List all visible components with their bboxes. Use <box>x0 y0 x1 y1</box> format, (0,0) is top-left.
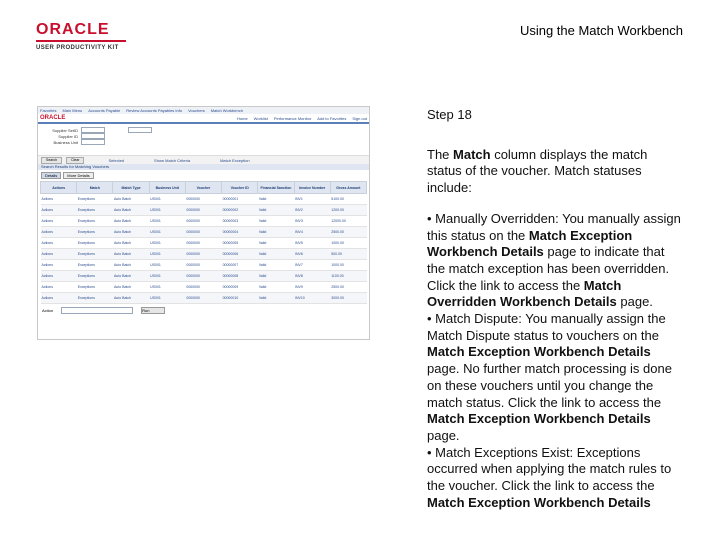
table-cell: INV5 <box>294 238 330 249</box>
application-screenshot <box>37 106 370 340</box>
logo-rule <box>36 40 126 42</box>
clear-button[interactable]: Clear <box>66 157 84 164</box>
worklist-link[interactable]: Worklist <box>253 115 268 121</box>
table-cell[interactable]: 00000007 <box>222 260 258 271</box>
table-cell[interactable]: Actions <box>41 227 77 238</box>
table-cell: Auto Batch <box>113 227 149 238</box>
performance-link[interactable]: Performance Monitor <box>273 115 312 121</box>
table-row <box>41 249 367 260</box>
table-cell: INV1 <box>294 194 330 205</box>
table-cell: 1100.00 <box>330 271 366 282</box>
unit-input[interactable] <box>128 127 152 133</box>
table-cell[interactable]: 00000001 <box>222 194 258 205</box>
table-cell: 12000.00 <box>330 216 366 227</box>
nav-link[interactable]: Match Workbench <box>210 108 243 113</box>
table-cell: US001 <box>149 271 185 282</box>
table-cell[interactable]: Actions <box>41 205 77 216</box>
table-cell: Valid <box>258 205 294 216</box>
page-title: Using the Match Workbench <box>519 23 683 38</box>
table-cell: 0000000 <box>185 216 221 227</box>
table-cell: 0000000 <box>185 271 221 282</box>
favorites-link[interactable]: Add to Favorites <box>317 115 347 121</box>
table-cell: INV7 <box>294 260 330 271</box>
search-criteria <box>38 124 369 155</box>
table-cell: INV8 <box>294 271 330 282</box>
table-cell[interactable]: Actions <box>41 238 77 249</box>
table-cell: 500.00 <box>330 249 366 260</box>
column-header: Gross Amount <box>330 182 366 194</box>
table-cell: Auto Batch <box>113 293 149 304</box>
column-header: Actions <box>41 182 77 194</box>
table-cell[interactable]: Exceptions <box>77 249 113 260</box>
results-body <box>41 194 367 304</box>
business-unit-input[interactable] <box>81 139 105 145</box>
table-cell: Auto Batch <box>113 205 149 216</box>
column-header: Voucher ID <box>222 182 258 194</box>
table-cell: 0000000 <box>185 249 221 260</box>
oracle-upk-logo <box>36 22 126 51</box>
table-cell: Valid <box>258 282 294 293</box>
table-cell: US001 <box>149 205 185 216</box>
table-cell: 1200.00 <box>330 205 366 216</box>
table-cell: INV4 <box>294 227 330 238</box>
signout-link[interactable]: Sign out <box>352 115 367 121</box>
table-cell[interactable]: 00000010 <box>222 293 258 304</box>
table-cell[interactable]: Exceptions <box>77 194 113 205</box>
table-cell: US001 <box>149 260 185 271</box>
tab-details[interactable]: Details <box>41 172 61 179</box>
table-cell: Auto Batch <box>113 249 149 260</box>
table-cell[interactable]: Exceptions <box>77 205 113 216</box>
table-cell: US001 <box>149 216 185 227</box>
table-cell: INV6 <box>294 249 330 260</box>
app-brand: ORACLE <box>40 115 66 121</box>
table-row <box>41 271 367 282</box>
column-header: Business Unit <box>149 182 185 194</box>
table-cell: INV9 <box>294 282 330 293</box>
table-cell: 0000000 <box>185 282 221 293</box>
table-cell: 2500.00 <box>330 282 366 293</box>
nav-link[interactable]: Main Menu <box>62 108 83 113</box>
top-links <box>237 116 367 121</box>
column-header[interactable]: Match <box>77 182 113 194</box>
bullet-manually-overridden: • Manually Overridden: You manually assign this status on the Match Exception Workbench Details page to indicate that the match exception has been overridden. Click the link to access the Match Overridden Workbench Details page. <box>427 210 681 310</box>
intro-paragraph: The Match column displays the match status of the voucher. Match statuses include: <box>427 146 648 196</box>
table-cell[interactable]: Exceptions <box>77 216 113 227</box>
table-row <box>41 227 367 238</box>
table-cell[interactable]: Exceptions <box>77 227 113 238</box>
table-cell: US001 <box>149 282 185 293</box>
column-header: Voucher <box>185 182 221 194</box>
results-tabs <box>38 170 369 181</box>
table-row <box>41 282 367 293</box>
table-cell: INV2 <box>294 205 330 216</box>
table-cell: 0000000 <box>185 293 221 304</box>
step-label: Step 18 <box>427 107 472 122</box>
table-cell: Auto Batch <box>113 260 149 271</box>
results-table <box>40 181 367 304</box>
table-cell: 1000.00 <box>330 260 366 271</box>
table-cell: Auto Batch <box>113 216 149 227</box>
action-select[interactable] <box>61 307 133 314</box>
column-header: Match Type <box>113 182 149 194</box>
table-cell: Auto Batch <box>113 271 149 282</box>
bullet-match-exceptions: • Match Exceptions Exist: Exceptions occurred when applying the match rules to the voucher. Click the link to access the Match Exception Workbench Details <box>427 444 672 510</box>
table-cell: US001 <box>149 249 185 260</box>
table-cell[interactable]: 00000002 <box>222 205 258 216</box>
table-cell: 0000000 <box>185 260 221 271</box>
table-cell: 0000000 <box>185 238 221 249</box>
table-cell: US001 <box>149 238 185 249</box>
table-cell[interactable]: 00000008 <box>222 271 258 282</box>
table-cell: 5100.00 <box>330 194 366 205</box>
table-cell[interactable]: 00000004 <box>222 227 258 238</box>
table-cell[interactable]: 00000009 <box>222 282 258 293</box>
table-cell[interactable]: Exceptions <box>77 293 113 304</box>
table-cell: Valid <box>258 293 294 304</box>
field-label: Supplier ID <box>58 133 78 139</box>
table-cell: 0000000 <box>185 194 221 205</box>
search-options <box>108 158 249 163</box>
table-cell: Valid <box>258 271 294 282</box>
table-row <box>41 216 367 227</box>
option-selected[interactable]: Selected <box>108 157 125 163</box>
table-cell[interactable]: Actions <box>41 271 77 282</box>
table-cell: 0000000 <box>185 227 221 238</box>
table-row <box>41 205 367 216</box>
table-cell[interactable]: Actions <box>41 216 77 227</box>
column-header: Invoice Number <box>294 182 330 194</box>
run-button[interactable]: Run <box>141 307 165 314</box>
nav-link[interactable]: Review Accounts Payables Info <box>126 108 183 113</box>
table-cell: 0000000 <box>185 205 221 216</box>
table-cell: Auto Batch <box>113 282 149 293</box>
table-cell: Valid <box>258 227 294 238</box>
search-button[interactable]: Search <box>41 157 62 164</box>
bullet-match-dispute: • Match Dispute: You manually assign the Match Dispute status to vouchers on the Match Exception Workbench Details page. No further match processing is done on these vouchers until you change the match status. Click the link to access the Match Exception Workbench Details page. <box>427 311 672 443</box>
table-cell: 3000.00 <box>330 293 366 304</box>
table-row <box>41 260 367 271</box>
table-cell[interactable]: Exceptions <box>77 271 113 282</box>
table-row <box>41 293 367 304</box>
table-cell[interactable]: Exceptions <box>77 238 113 249</box>
table-cell[interactable]: 00000005 <box>222 238 258 249</box>
tab-more-details[interactable]: More Details <box>63 172 93 179</box>
table-cell[interactable]: Actions <box>41 249 77 260</box>
option-match-exception[interactable]: Match Exception <box>220 157 250 163</box>
option-match-criteria[interactable]: Show Match Criteria <box>154 157 191 163</box>
table-cell: INV10 <box>294 293 330 304</box>
table-cell: US001 <box>149 227 185 238</box>
nav-link[interactable]: Favorites <box>40 108 57 113</box>
table-cell[interactable]: 00000003 <box>222 216 258 227</box>
step-text <box>427 107 685 511</box>
table-cell[interactable]: 00000006 <box>222 249 258 260</box>
table-cell: Valid <box>258 194 294 205</box>
results-heading: Search Results for Matching Vouchers <box>38 164 369 170</box>
field-label: Business Unit <box>53 139 78 145</box>
table-cell: INV3 <box>294 216 330 227</box>
table-cell: Auto Batch <box>113 194 149 205</box>
breadcrumb <box>38 107 369 114</box>
table-cell[interactable]: Actions <box>41 260 77 271</box>
nav-link[interactable]: Vouchers <box>188 108 205 113</box>
results-footer <box>38 304 369 317</box>
table-cell: US001 <box>149 293 185 304</box>
table-row <box>41 194 367 205</box>
table-cell[interactable]: Actions <box>41 194 77 205</box>
table-cell: 1000.00 <box>330 238 366 249</box>
table-cell[interactable]: Actions <box>41 293 77 304</box>
table-row <box>41 238 367 249</box>
table-cell: Valid <box>258 216 294 227</box>
nav-link[interactable]: Accounts Payable <box>88 108 121 113</box>
table-cell: Valid <box>258 238 294 249</box>
home-link[interactable]: Home <box>237 115 248 121</box>
table-cell: Valid <box>258 249 294 260</box>
table-cell: Valid <box>258 260 294 271</box>
search-toolbar <box>38 155 369 164</box>
table-cell: US001 <box>149 194 185 205</box>
table-cell[interactable]: Exceptions <box>77 282 113 293</box>
logo-word: ORACLE <box>36 21 110 38</box>
field-label: Supplier SetID <box>52 127 78 133</box>
action-label: Action <box>42 308 54 313</box>
table-cell[interactable]: Exceptions <box>77 260 113 271</box>
table-cell: Auto Batch <box>113 238 149 249</box>
table-cell: 2500.00 <box>330 227 366 238</box>
app-topbar <box>38 114 369 122</box>
logo-subtitle: USER PRODUCTIVITY KIT <box>36 45 119 51</box>
table-cell[interactable]: Actions <box>41 282 77 293</box>
column-header: Financial Sanction <box>258 182 294 194</box>
